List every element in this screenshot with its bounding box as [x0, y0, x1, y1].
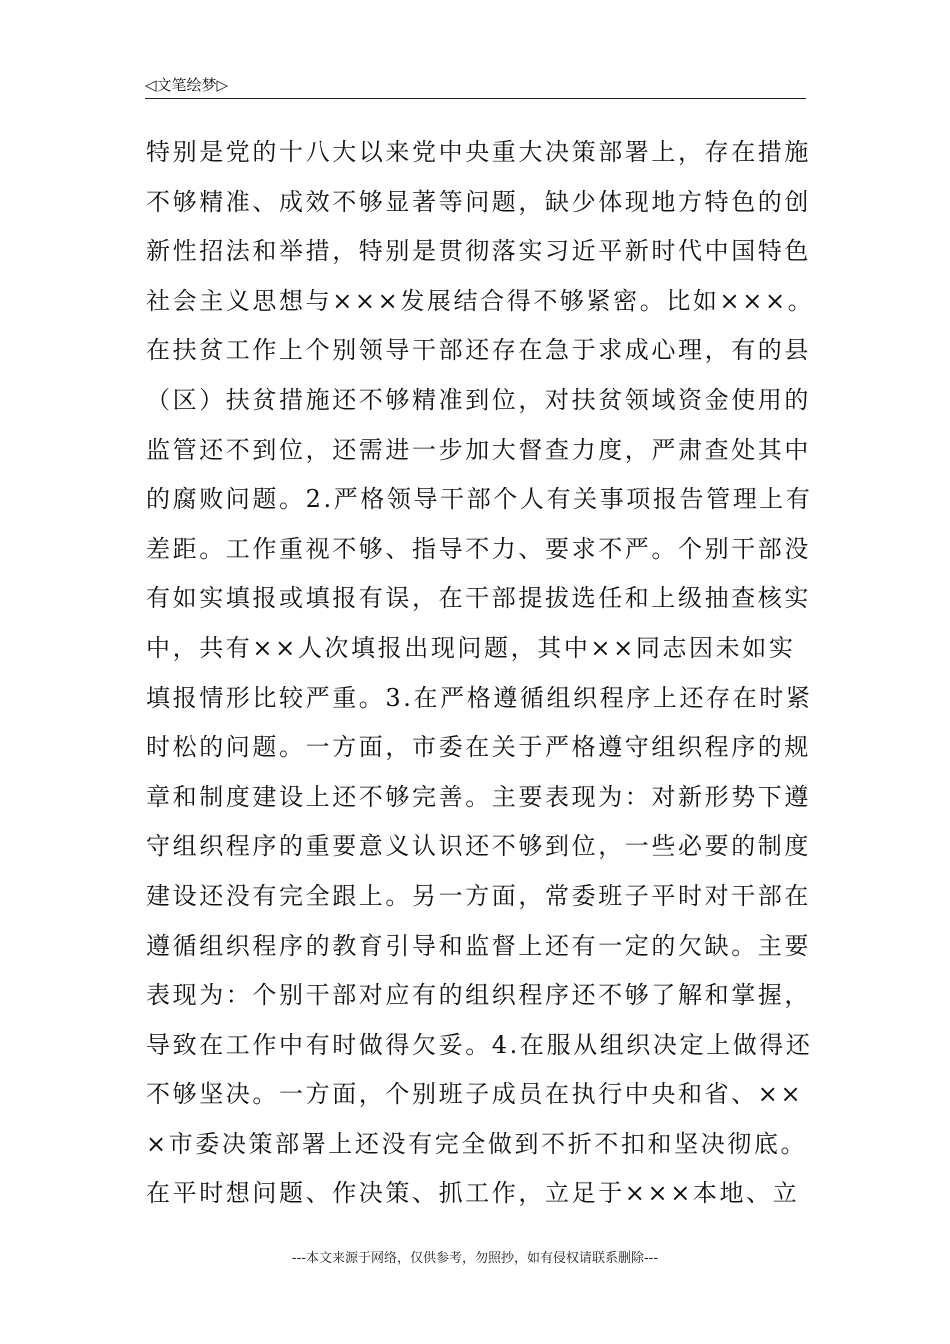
- body-line: 监管还不到位，还需进一步加大督查力度，严肃查处其中: [146, 435, 811, 464]
- body-line: 新性招法和举措，特别是贯彻落实习近平新时代中国特色: [146, 237, 811, 266]
- body-line: 的腐败问题。2.严格领导干部个人有关事项报告管理上有: [146, 485, 813, 514]
- body-line: 特别是党的十八大以来党中央重大决策部署上，存在措施: [146, 138, 811, 166]
- body-line: 社会主义思想与×××发展结合得不够紧密。比如×××。: [146, 286, 815, 315]
- body-line: 在平时想问题、作决策、抓工作，立足于×××本地、立: [146, 1179, 800, 1208]
- body-line: ×市委决策部署上还没有完全做到不折不扣和坚决彻底。: [146, 1129, 808, 1158]
- body-line: 差距。工作重视不够、指导不力、要求不严。个别干部没: [146, 534, 811, 563]
- body-line: 建设还没有完全跟上。另一方面，常委班子平时对干部在: [146, 881, 811, 910]
- body-line: 不够精准、成效不够显著等问题，缺少体现地方特色的创: [146, 187, 811, 216]
- body-line: 中，共有××人次填报出现问题，其中××同志因未如实: [146, 633, 796, 662]
- body-line: 导致在工作中有时做得欠妥。4.在服从组织决定上做得还: [146, 1030, 813, 1059]
- body-line: 遵循组织程序的教育引导和监督上还有一定的欠缺。主要: [146, 931, 811, 960]
- body-line: 守组织程序的重要意义认识还不够到位，一些必要的制度: [146, 832, 811, 861]
- page-header: [145, 72, 806, 99]
- body-line: （区）扶贫措施还不够精准到位，对扶贫领域资金使用的: [146, 385, 811, 414]
- body-line: 在扶贫工作上个别领导干部还存在急于求成心理，有的县: [146, 336, 811, 365]
- body-line: 章和制度建设上还不够完善。主要表现为：对新形势下遵: [146, 782, 811, 811]
- body-line: 有如实填报或填报有误，在干部提拔选任和上级抽查核实: [146, 584, 811, 613]
- document-body: [146, 128, 816, 1219]
- body-line: 填报情形比较严重。3.在严格遵循组织程序上还存在时紧: [146, 683, 813, 712]
- body-line: 表现为：个别干部对应有的组织程序还不够了解和掌握，: [146, 981, 811, 1010]
- body-line: 时松的问题。一方面，市委在关于严格遵守组织程序的规: [146, 733, 811, 762]
- footer-notice: ---本文来源于网络，仅供参考，勿照抄，如有侵权请联系删除---: [291, 1251, 659, 1266]
- body-line: 不够坚决。一方面，个别班子成员在执行中央和省、××: [146, 1080, 804, 1109]
- header-title: ◁文笔绘梦▷: [145, 76, 229, 94]
